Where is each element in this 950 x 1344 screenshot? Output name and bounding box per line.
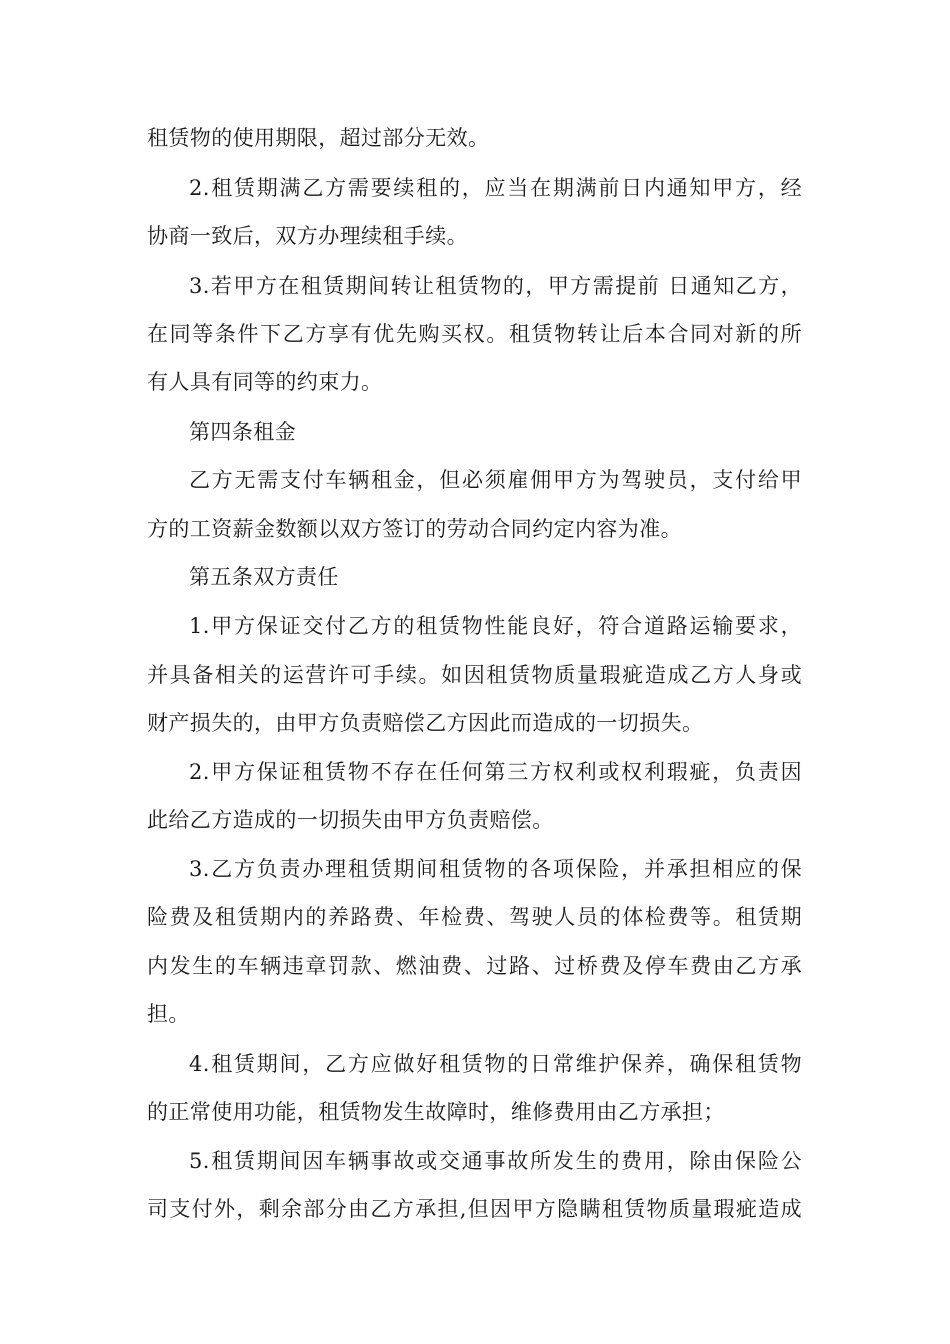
text-line: 财产损失的，由甲方负责赔偿乙方因此而造成的一切损失。 bbox=[147, 711, 704, 735]
text-line: 5.租赁期间因车辆事故或交通事故所发生的费用，除由保险公 bbox=[189, 1149, 802, 1173]
text-line: 2.甲方保证租赁物不存在任何第三方权利或权利瑕疵，负责因 bbox=[189, 760, 802, 784]
text-line: 4.租赁期间，乙方应做好租赁物的日常维护保养，确保租赁物 bbox=[189, 1052, 802, 1076]
text-line: 内发生的车辆违章罚款、燃油费、过路、过桥费及停车费由乙方承 bbox=[147, 954, 802, 978]
section-heading: 第五条双方责任 bbox=[189, 565, 339, 589]
text-line: 并具备相关的运营许可手续。如因租赁物质量瑕疵造成乙方人身或 bbox=[147, 663, 802, 687]
text-line: 1.甲方保证交付乙方的租赁物性能良好，符合道路运输要求， bbox=[189, 614, 802, 638]
text-line: 3.乙方负责办理租赁期间租赁物的各项保险，并承担相应的保 bbox=[189, 857, 802, 881]
text-line: 3.若甲方在租赁期间转让租赁物的，甲方需提前 日通知乙方， bbox=[189, 274, 802, 298]
text-line: 险费及租赁期内的养路费、年检费、驾驶人员的体检费等。租赁期 bbox=[147, 905, 802, 929]
text-line: 乙方无需支付车辆租金，但必须雇佣甲方为驾驶员，支付给甲 bbox=[189, 468, 802, 492]
text-line: 在同等条件下乙方享有优先购买权。租赁物转让后本合同对新的所 bbox=[147, 322, 802, 346]
text-line: 此给乙方造成的一切损失由甲方负责赔偿。 bbox=[147, 808, 554, 832]
text-line: 司支付外，剩余部分由乙方承担,但因甲方隐瞒租赁物质量瑕疵造成 bbox=[147, 1197, 802, 1221]
text-line: 租赁物的使用期限，超过部分无效。 bbox=[147, 126, 490, 150]
section-heading: 第四条租金 bbox=[189, 420, 296, 444]
text-line: 协商一致后，双方办理续租手续。 bbox=[147, 224, 468, 248]
text-line: 方的工资薪金数额以双方签订的劳动合同约定内容为准。 bbox=[147, 517, 682, 541]
text-line: 有人具有同等的约束力。 bbox=[147, 370, 383, 394]
text-line: 担。 bbox=[147, 1002, 190, 1026]
text-line: 的正常使用功能，租赁物发生故障时，维修费用由乙方承担； bbox=[147, 1100, 725, 1124]
text-line: 2.租赁期满乙方需要续租的，应当在期满前日内通知甲方，经 bbox=[189, 176, 802, 200]
